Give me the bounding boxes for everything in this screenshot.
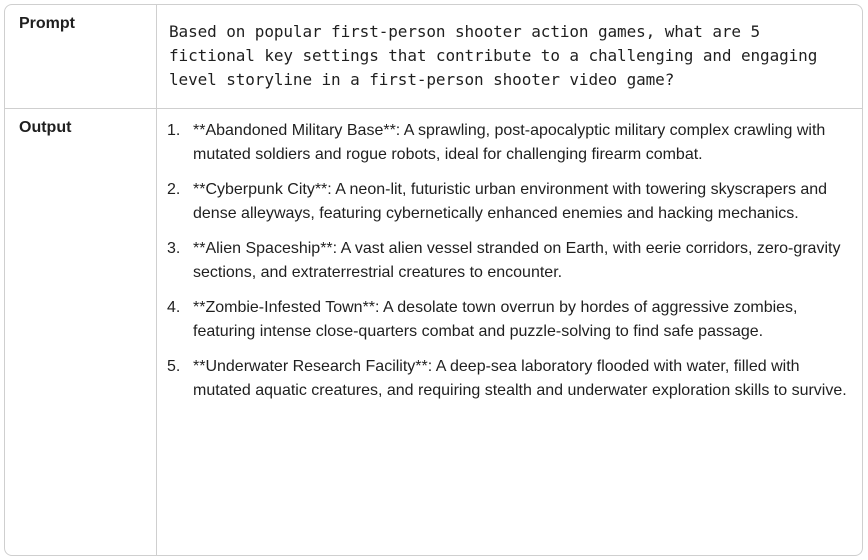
prompt-output-table — [4, 4, 863, 556]
list-item-number: 1. — [167, 122, 181, 139]
list-item-text: **Zombie-Infested Town**: A desolate town overrun by hordes of aggressive zombies, featuring intense close-quarters combat and puzzle-solving to find safe passage. — [193, 299, 798, 340]
prompt-text: Based on popular first-person shooter action games, what are 5 fictional key settings that contribute to a challenging and engaging level storyline in a first-person shooter video game? — [169, 22, 818, 89]
output-list — [167, 119, 848, 403]
list-item-number: 5. — [167, 358, 181, 375]
list-item-number: 2. — [167, 181, 181, 198]
list-item — [167, 237, 848, 285]
prompt-row — [5, 5, 862, 109]
output-content — [157, 109, 862, 555]
list-item-text: **Cyberpunk City**: A neon-lit, futuristic urban environment with towering skyscrapers and dense alleyways, featuring cybernetically enhanced enemies and hacking mechanics. — [193, 181, 828, 222]
list-item-number: 4. — [167, 299, 181, 316]
list-item — [167, 119, 848, 167]
list-item — [167, 178, 848, 226]
list-item-text: **Alien Spaceship**: A vast alien vessel stranded on Earth, with eerie corridors, zero-gravity sections, and extraterrestrial creatures to encounter. — [193, 240, 841, 281]
list-item-number: 3. — [167, 240, 181, 257]
output-row — [5, 109, 862, 555]
list-item — [167, 296, 848, 344]
list-item — [167, 355, 848, 403]
list-item-text: **Underwater Research Facility**: A deep-sea laboratory flooded with water, filled with mutated aquatic creatures, and requiring stealth and underwater exploration skills to survive. — [193, 358, 847, 399]
prompt-label: Prompt — [5, 5, 157, 108]
list-item-text: **Abandoned Military Base**: A sprawling, post-apocalyptic military complex crawling with mutated soldiers and rogue robots, ideal for challenging firearm combat. — [193, 122, 826, 163]
output-label: Output — [5, 109, 157, 555]
